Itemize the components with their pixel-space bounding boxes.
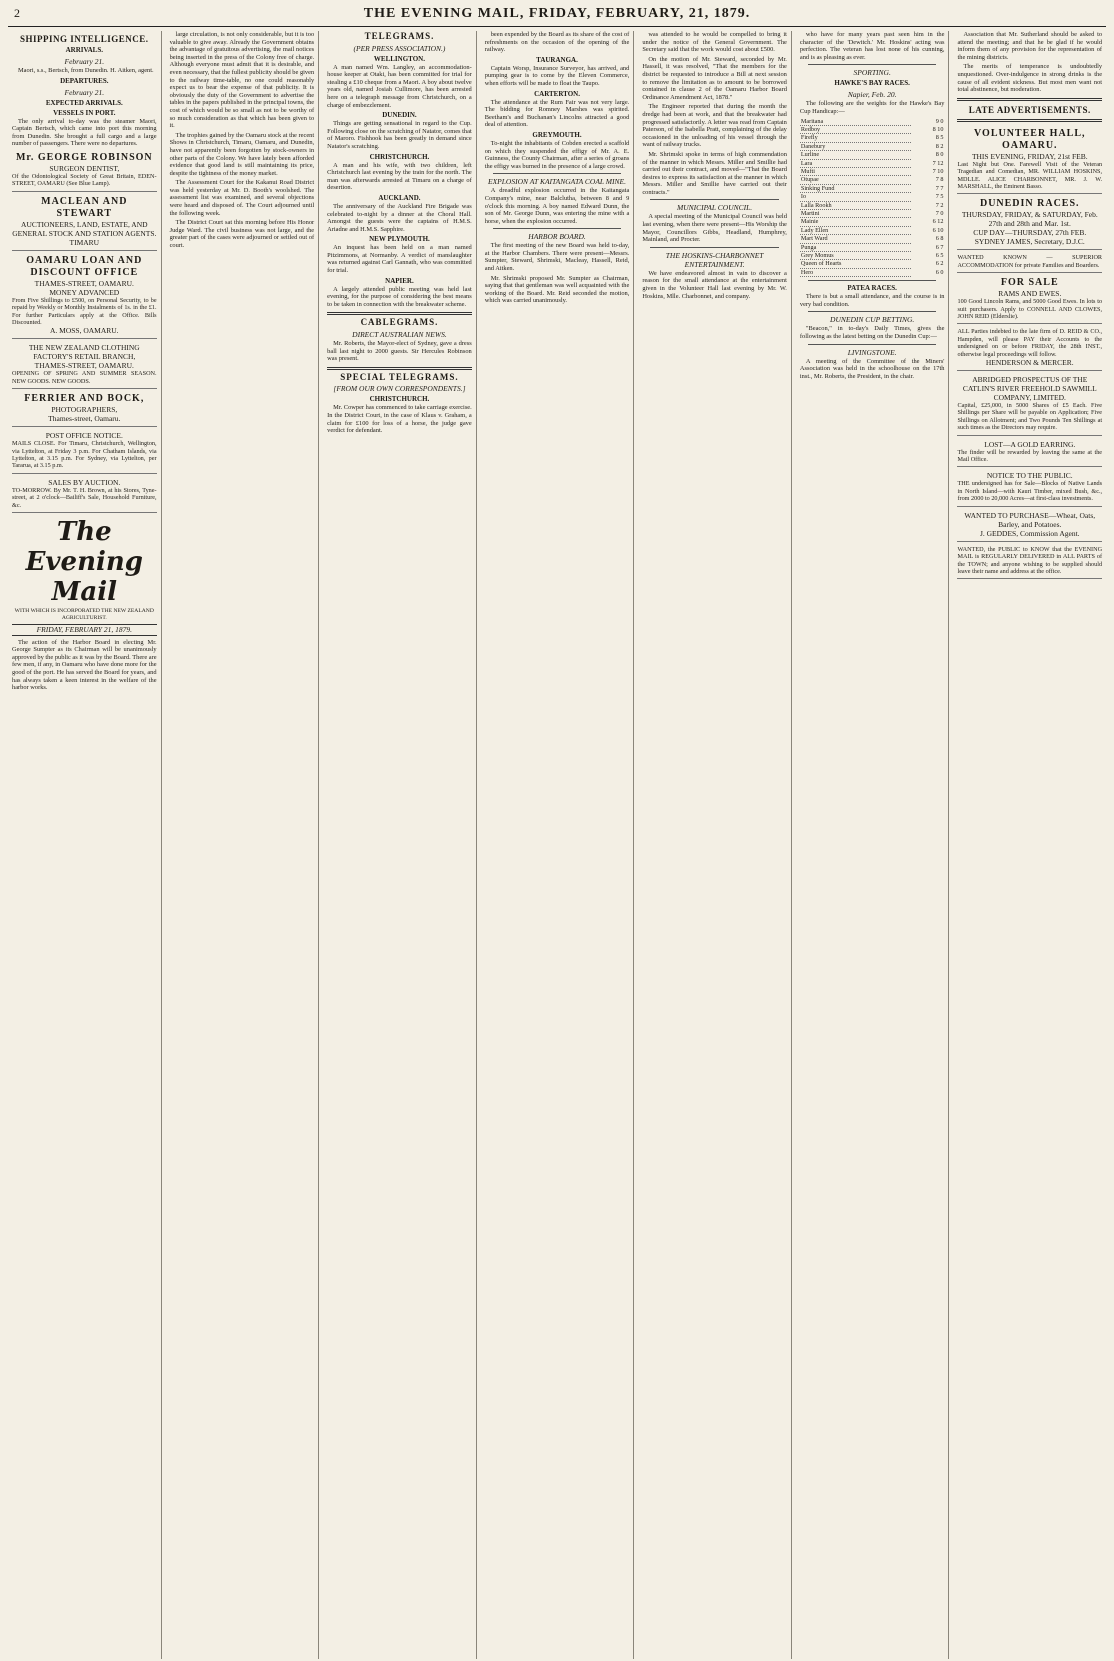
hawkes-bay-place: Napier, Feb. 20.	[847, 90, 897, 100]
harbor-board-text-2: Mr. Shrimski proposed Mr. Sumpter as Chairman, saying that that gentleman was well acquainted with the working of the Board. Mr. Reid seconded the motion, which was carried unanimously.	[484, 274, 630, 305]
dunedin-races-sign: SYDNEY JAMES, Secretary, D.J.C.	[974, 237, 1085, 247]
explosion-heading: EXPLOSION AT KAITANGATA COAL MINE.	[488, 177, 627, 187]
post-office-text: MAILS CLOSE. For Timaru, Christchurch, Wellington, via Lyttelton, at Friday 3 p.m. For Chatham Islands, via Lyttelton, at 3.15 p.m. For Sydney, via Lyttelton, per Tararua, at 3.15 p.m.	[12, 440, 157, 470]
horse-weight: 7 8	[935, 176, 944, 184]
horse-weight: 7 7	[935, 184, 944, 192]
volunteer-hall-ad	[957, 126, 1102, 195]
harbor-board-heading: HARBOR BOARD.	[528, 232, 586, 242]
horse-name: Mainie	[800, 218, 911, 226]
auction-text: TO-MORROW. By Mr. T. H. Brown, at his Stores, Tyne-street, at 2 o'clock—Bailiff's Sale, Household Furniture, &c.	[12, 486, 157, 509]
auctioneer-name: MACLEAN AND STEWART	[41, 195, 128, 219]
cablegrams-subheading: DIRECT AUSTRALIAN NEWS.	[352, 330, 447, 340]
vessels-heading: VESSELS IN PORT.	[53, 108, 116, 117]
horse-name: Lurline	[800, 151, 911, 159]
col2-paragraph-4: The District Court sat this morning before His Honor Judge Ward. The civil business was not large, and the greater part of the cases were adjourned or settled out of court.	[169, 219, 315, 250]
weights-row	[800, 159, 945, 167]
patea-heading: PATEA RACES.	[847, 284, 897, 293]
auction-name: SALES BY AUCTION.	[48, 477, 121, 487]
delivery-text: WANTED, the PUBLIC to KNOW that the EVENING MAIL is REGULARLY DELIVERED in ALL PARTS of the TOWN; and anyone wishing to be supplied should leave their name and address at the office.	[957, 545, 1103, 575]
running-head	[8, 6, 1106, 27]
christchurch-heading: CHRISTCHURCH.	[369, 152, 430, 161]
weights-row	[800, 201, 945, 209]
weights-row	[800, 134, 945, 142]
post-office-ad	[12, 429, 157, 474]
loan-office-text: From Five Shillings to £500, on Personal Security, to be repaid by Weekly or Monthly Instalments of 1s. in the £1. For further Particulars apply at the Office. Bills Discounted.	[12, 296, 157, 326]
tauranga-heading: TAURANGA.	[536, 55, 578, 64]
clothing-name: THE NEW ZEALAND CLOTHING FACTORY'S RETAIL BRANCH,	[28, 343, 140, 362]
livingstone-heading: LIVINGSTONE.	[847, 347, 897, 357]
departures-heading: DEPARTURES.	[60, 76, 109, 85]
entertainment-heading: THE HOSKINS-CHARBONNET ENTERTAINMENT.	[665, 250, 764, 269]
auctioneer-place: TIMARU	[69, 237, 100, 247]
volunteer-hall-text: Last Night but One. Farewell Visit of the Veteran Tragedian and Comedian, MR. WILLIAM HOSKINS, MDLLE. ALICE CHARBONNET, MR. J. W. MARSHALL, the Eminent Basso.	[957, 160, 1103, 190]
dunedin-heading: DUNEDIN.	[382, 111, 417, 120]
lost-earring-text: The finder will be rewarded by leaving the same at the Mail Office.	[957, 448, 1103, 464]
auctioneer-ad	[12, 194, 157, 251]
divider	[808, 344, 937, 345]
greymouth-text: To-night the inhabitants of Cobden erected a scaffold on which they suspended the effigy of Mr. A. E. Guinness, the County Chairman, after a series of groans the effigy was burned in the presence of a large crowd.	[484, 139, 630, 170]
column-2	[166, 31, 320, 1659]
dunedin-text: Things are getting sensational in regard to the Cup. Following close on the scratching of Natator, comes that of Maroro. Fishhook has been greatly in demand since Natator's scratching.	[327, 120, 472, 150]
running-title: THE EVENING MAIL, FRIDAY, FEBRUARY, 21, 1879.	[363, 6, 751, 21]
explosion-text: A dreadful explosion occurred in the Kaitangata Company's mine, near Balclutha, between 8 and 9 o'clock this morning. A boy named Edward Dunn, the son of Mr. George Dunn, was entering the mine with a horse, when the explosion occurred.	[484, 187, 630, 225]
horse-name: Lara	[800, 159, 911, 167]
volunteer-hall-line: THIS EVENING, FRIDAY, 21st FEB.	[971, 151, 1088, 161]
col7-paragraph-2: The merits of temperance is undoubtedly unquestioned. Over-indulgence in strong drinks is the cause of all evident sickness. But most men want not total abstinence, but moderation.	[957, 63, 1103, 94]
wanted-purchase-sign: J. GEDDES, Commission Agent.	[979, 528, 1080, 538]
horse-weight: 6 0	[935, 268, 944, 276]
departures-date: February 21.	[64, 87, 105, 97]
column-3	[323, 31, 477, 1659]
volunteer-hall-name: VOLUNTEER HALL, OAMARU.	[974, 127, 1086, 151]
carterton-heading: CARTERTON.	[534, 89, 580, 98]
weights-row	[800, 268, 945, 276]
special-place-heading: CHRISTCHURCH.	[369, 395, 430, 404]
horse-name: Maritana	[800, 118, 911, 126]
photographer-ad	[12, 391, 157, 427]
horse-name: Redboy	[800, 125, 911, 133]
photographer-line: PHOTOGRAPHERS,	[51, 405, 118, 415]
cablegrams-text: Mr. Roberts, the Mayor-elect of Sydney, gave a dress ball last night to 2000 guests. Sir Hercules Robinson was present.	[327, 340, 472, 363]
accommodation-ad	[957, 252, 1102, 273]
auctioneer-line: AUCTIONEERS, LAND, ESTATE, AND GENERAL STOCK AND STATION AGENTS.	[12, 219, 157, 238]
horse-weight: 6 2	[935, 260, 944, 268]
col5-paragraph-2: On the motion of Mr. Steward, seconded by Mr. Hassell, it was resolved, "That the members for the district be requested to introduce a Bill at next session to remove the limitation as to amount to be borrowed contained in clause 2 of the Oamaru Harbor Board Ordinance Amendment Act, 1878."	[642, 55, 787, 101]
horse-weight: 9 0	[935, 117, 944, 125]
shipping-heading: SHIPPING INTELLIGENCE.	[20, 34, 149, 44]
harbor-board-text: The first meeting of the new Board was held to-day, at the Harbor Chambers. There were present—Messrs. Sumpter, Steward, Shrimski, Macleay, Hassell, Reid, and Aitken.	[484, 242, 630, 273]
col5-paragraph-1: was attended to he would be compelled to bring it under the notice of the General Government. The Secretary said that the work would cost about £500.	[642, 31, 787, 54]
dunedin-races-ad	[957, 196, 1102, 250]
dentist-text: Of the Odontological Society of Great Britain, EDEN-STREET, OAMARU (See Blue Lamp).	[12, 172, 157, 188]
special-telegrams-text: Mr. Cowper has commenced to take carriage exercise. In the District Court, in the case of Klaus v. Graham, a claim for £100 for loss of a horse, the judge gave verdict for defendant.	[327, 404, 472, 435]
horse-name: Danebury	[800, 142, 911, 150]
lost-earring-ad	[957, 438, 1102, 468]
horse-name: Io	[800, 193, 911, 201]
expected-heading: EXPECTED ARRIVALS.	[45, 98, 123, 107]
horse-name: Punga	[800, 243, 911, 251]
livingstone-text: A meeting of the Committee of the Miners' Association was held in the schoolhouse on the 17th inst., Mr. Roberts, the President, in the chair.	[799, 357, 945, 380]
columns	[8, 31, 1106, 1659]
col2-paragraph-3: The Assessment Court for the Kakanui Road District was held yesterday at Mr. D. Booth's woolshed. The assessment list was examined, and several objections were heard and disposed of. The Court adjourned until the following week.	[169, 179, 315, 217]
horse-weight: 7 0	[935, 210, 944, 218]
dunedin-races-sub: CUP DAY—THURSDAY, 27th FEB.	[973, 228, 1087, 238]
divider	[493, 228, 622, 229]
horse-weight: 6 10	[932, 226, 944, 234]
christchurch-text: A man and his wife, with two children, left Christchurch last evening by the train for the north. The man was afterwards arrested at Timaru on a charge of desertion.	[327, 161, 472, 192]
notice-ad	[957, 469, 1102, 506]
press-association-note: (PER PRESS ASSOCIATION.)	[353, 43, 446, 53]
accounts-sign: HENDERSON & MERCER.	[985, 358, 1074, 368]
post-office-name: POST OFFICE NOTICE.	[45, 431, 123, 441]
weights-row	[800, 151, 945, 159]
arrivals-text: Maori, s.s., Bertsch, from Dunedin. H. Aitken, agent.	[18, 67, 154, 74]
weights-row	[800, 193, 945, 201]
delivery-ad	[957, 544, 1102, 580]
arrivals-heading: ARRIVALS.	[65, 46, 103, 54]
weights-row	[800, 226, 945, 234]
hawkes-bay-text: The following are the weights for the Hawke's Bay Cup Handicap:—	[799, 100, 945, 115]
tauranga-text: Captain Worsp, Insurance Surveyor, has arrived, and pumping gear is to come by the Eleven Commerce, when efforts will be made to float the Taupo.	[484, 64, 630, 87]
dentist-name: Mr. GEORGE ROBINSON	[15, 151, 153, 163]
clothing-line: THAMES-STREET, OAMARU.	[34, 361, 134, 371]
weights-row	[800, 184, 945, 192]
col6-paragraph-1: who have for many years past seen him in the character of the 'Dewitch.' Mr. Hoskins' acting was perfection. The veteran has lost none of his cunning, and is as pleasing as ever.	[799, 31, 945, 61]
horse-name: Lalla Rookh	[800, 201, 911, 209]
col4-paragraph-1: been expended by the Board as its share of the cost of refreshments on the occasion of the opening of the railway.	[484, 31, 630, 54]
dentist-ad	[12, 150, 157, 192]
loan-office-ad	[12, 253, 157, 340]
horse-name: Hero	[800, 268, 911, 276]
dunedin-races-name: DUNEDIN RACES.	[979, 198, 1080, 210]
municipal-council-heading: MUNICIPAL COUNCIL.	[677, 203, 753, 213]
cablegrams-heading: CABLEGRAMS.	[360, 317, 439, 328]
napier-text: A largely attended public meeting was held last evening, for the purpose of considering the best means to be taken in connection with the breakwater scheme.	[327, 285, 472, 308]
horse-weight: 8 10	[932, 125, 944, 133]
horse-weight: 7 2	[935, 201, 944, 209]
column-5	[638, 31, 792, 1659]
auction-ad	[12, 476, 157, 513]
column-6	[796, 31, 950, 1659]
clothing-ad	[12, 341, 157, 389]
weights-row	[800, 243, 945, 251]
horse-name: Firefly	[800, 134, 911, 142]
wellington-heading: WELLINGTON.	[373, 54, 425, 63]
wellington-text: A man named Wm. Langley, an accommodation-house keeper at Otaki, has been committed for trial for stealing a £10 cheque from a Maori. A boy about twelve years old, named Josiah Cullimore, has been arrested here on a telegraph message from Christchurch, on a charge of embezzlement.	[327, 63, 472, 109]
loan-office-name: OAMARU LOAN AND DISCOUNT OFFICE	[26, 254, 143, 278]
sporting-heading: SPORTING.	[853, 68, 891, 78]
auckland-text: The anniversary of the Auckland Fire Brigade was celebrated to-night by a dinner at the Choral Hall. Amongst the guests were the captains of H.M.S. Ariadne and H.M.S. Sapphire.	[327, 202, 472, 233]
horse-weight: 6 12	[932, 218, 944, 226]
weights-row	[800, 125, 945, 133]
section-divider	[957, 98, 1102, 101]
telegrams-heading: TELEGRAMS.	[364, 31, 435, 41]
special-telegrams-subheading: [FROM OUR OWN CORRESPONDENTS.]	[333, 384, 466, 394]
horse-weight: 7 10	[932, 168, 944, 175]
patea-text: There is but a small attendance, and the course is in very bad condition.	[799, 293, 945, 308]
clothing-sub: OPENING OF SPRING AND SUMMER SEASON. NEW GOODS. NEW GOODS.	[12, 370, 157, 385]
newspaper-flag: The Evening Mail	[25, 517, 143, 608]
for-sale-line: RAMS AND EWES.	[998, 289, 1062, 299]
entertainment-text: We have endeavored almost in vain to discover a reason for the small attendance at the entertainment given in the Volunteer Hall last evening by Mr. W. Hoskins, Mlle. Charbonnet, and company.	[642, 269, 787, 300]
weights-row	[800, 176, 945, 184]
loan-office-sub: MONEY ADVANCED	[49, 287, 120, 297]
column-7	[953, 31, 1106, 1659]
dentist-title: SURGEON DENTIST,	[49, 163, 120, 173]
horse-weight: 8 5	[935, 134, 944, 142]
shipping-note: The only arrival to-day was the steamer Maori, Captain Bertsch, which came into port this morning from Dunedin. She brought a full cargo and a large number of passengers. There were no departures.	[12, 117, 157, 148]
col2-paragraph-2: The trophies gained by the Oamaru stock at the recent Shows in Christchurch, Timaru, Oamaru, and Dunedin, have not apparently been forgotten by stock-owners in other parts of the Colony. We have lately been afforded evidence that good land is still maintaining its price, despite the tightness of the money market.	[169, 131, 315, 177]
horse-weight: 8 0	[935, 151, 944, 159]
divider	[808, 64, 937, 65]
issue-dateline: FRIDAY, FEBRUARY 21, 1879.	[12, 624, 157, 636]
weights-row	[800, 118, 945, 126]
dunedin-races-line: THURSDAY, FRIDAY, & SATURDAY, Feb. 27th and 28th and Mar. 1st.	[961, 210, 1098, 229]
greymouth-heading: GREYMOUTH.	[532, 130, 582, 139]
divider	[650, 199, 779, 200]
notice-text: THE undersigned has for Sale—Blocks of Native Lands in North Island—with Kauri Timber, mixed Bush, &c., from 2000 to 20,000 Acres—at first-class investments.	[957, 480, 1103, 503]
accommodation-text: WANTED KNOWN — SUPERIOR ACCOMMODATION for private Families and Boarders.	[957, 254, 1103, 269]
flag-subtitle: WITH WHICH IS INCORPORATED THE NEW ZEALAND AGRICULTURIST.	[14, 608, 154, 622]
photographer-name: FERRIER AND BOCK,	[24, 393, 145, 405]
accounts-text: ALL Parties indebted to the late firm of D. REID & CO., Hampden, will please PAY their Accounts to the undersigned on or before FRIDAY, the 28th INST., otherwise legal proceedings will follow.	[957, 328, 1103, 358]
arrivals-date: February 21.	[64, 57, 105, 66]
auckland-heading: AUCKLAND.	[378, 193, 421, 202]
horse-weight: 8 2	[935, 142, 944, 150]
horse-name: Grey Momus	[800, 252, 911, 260]
horse-weight: 6 7	[935, 243, 944, 251]
for-sale-name: FOR SALE	[1000, 277, 1059, 289]
weights-table	[800, 118, 945, 278]
lost-earring-name: LOST—A GOLD EARRING.	[984, 439, 1076, 449]
section-divider	[957, 119, 1102, 122]
divider	[493, 173, 622, 174]
horse-name: Sinking Fund	[800, 184, 911, 192]
leader-article: The action of the Harbor Board in electing Mr. George Sumpter as its Chairman will be unanimously approved by the public as it was by the Board. There are few men, if any, in Oamaru who have done more for the good of the port. He has served the Board for years, and has always taken a keen interest in the welfare of the harbor works.	[12, 638, 157, 692]
weights-row	[800, 235, 945, 243]
late-ads-heading: LATE ADVERTISEMENTS.	[968, 104, 1091, 115]
for-sale-ad	[957, 275, 1102, 324]
for-sale-text: 100 Good Lincoln Rams, and 5000 Good Ewes. In lots to suit purchasers. Apply to CONNELL AND CLOWES, JOHN REID (Elderslie).	[957, 298, 1103, 320]
horse-name: Mart Ward	[800, 235, 911, 243]
loan-office-sign: A. MOSS, OAMARU.	[50, 326, 119, 336]
section-divider	[327, 312, 472, 315]
prospectus-text: Capital, £25,000, in 5000 Shares of £5 Each. Five Shillings per Share will be payable on Application; Five Shillings on Allotment; and Two Pounds Ten Shillings at such times as the Directors may require.	[957, 402, 1103, 432]
weights-row	[800, 252, 945, 260]
horse-weight: 6 8	[935, 235, 944, 243]
carterton-text: The attendance at the Rum Fair was not very large. The bidding for Romney Marshes was spirited. Beetham's and Buchanan's Lincolns attracted a good deal of attention.	[484, 98, 630, 129]
special-telegrams-heading: SPECIAL TELEGRAMS.	[340, 371, 459, 382]
horse-name: Martini	[800, 210, 911, 218]
divider	[808, 311, 937, 312]
col5-paragraph-4: Mr. Shrimski spoke in terms of high commendation of the manner in which Messrs. Miller and Smillie had carried out their contract, and moved—"That the Board desires to express its satisfaction at the manner in which Messrs. Miller and Smillie have carried out their contracts."	[642, 150, 787, 196]
municipal-council-text: A special meeting of the Municipal Council was held last evening, when there were present—His Worship the Mayor, Councillors Gibbs, Headland, Humphrey, Mainland, and Procter.	[642, 213, 787, 244]
notice-name: NOTICE TO THE PUBLIC.	[986, 471, 1073, 481]
weights-row	[800, 210, 945, 218]
divider	[650, 247, 779, 248]
section-divider	[327, 367, 472, 370]
dunedin-cup-text: "Beacon," in to-day's Daily Times, gives the following as the latest betting on the Dunedin Cup:—	[799, 325, 945, 341]
loan-office-line: THAMES-STREET, OAMARU.	[34, 278, 134, 288]
horse-weight: 6 5	[935, 252, 944, 260]
prospectus-name: ABRIDGED PROSPECTUS OF THE CATLIN'S RIVER FREEHOLD SAWMILL COMPANY, LIMITED.	[962, 375, 1097, 403]
hawkes-bay-heading: HAWKE'S BAY RACES.	[834, 79, 910, 88]
weights-row	[800, 142, 945, 150]
photographer-place: Thames-street, Oamaru.	[48, 414, 121, 424]
divider	[808, 280, 937, 281]
col5-paragraph-3: The Engineer reported that during the month the dredge had been at work, and that the breakwater had progressed satisfactorily. A letter was read from Captain Paterson, of the Isabella Pratt, complaining of the delay occasioned in the unloading of his vessel through the want of railway trucks.	[642, 103, 787, 149]
horse-name: Lady Ellen	[800, 226, 911, 234]
col7-paragraph-1: Association that Mr. Sutherland should be asked to attend the meeting; and that he be glad if he would inform them of any provision for the representation of the mining districts.	[957, 31, 1103, 61]
wanted-purchase-ad	[957, 509, 1102, 542]
weights-row	[800, 168, 945, 176]
horse-name: Otupae	[800, 176, 911, 184]
accounts-ad	[957, 326, 1102, 371]
col2-paragraph-1: large circulation, is not only considerable, but it is too valuable to give away. Already the Government obtains the advantage of gratuitous advertising, the mail notices being inserted in the press of the Colony free of charge. Although everyone must admit that it is desirable, and even necessary, that the fullest publicity should be given to the railway time-table, no one could reasonably expect us to bear the expense of that publicity. It is obviously the duty of the Government to advertise the tables in the papers published in the principal towns, the cost of which would be so small as not to be worthy of so much consideration as that which has been given to it.	[169, 31, 315, 130]
weights-row	[800, 218, 945, 226]
new-plymouth-text: An inquest has been held on a man named Pitzimmons, at Normanby. A verdict of manslaughter was returned against Carl Gannath, who was committed for trial.	[327, 244, 472, 275]
napier-heading: NAPIER.	[385, 276, 414, 285]
weights-row	[800, 260, 945, 268]
new-plymouth-heading: NEW PLYMOUTH.	[369, 235, 430, 244]
wanted-purchase-name: WANTED TO PURCHASE—Wheat, Oats, Barley, and Potatoes.	[964, 510, 1096, 529]
column-4	[481, 31, 635, 1659]
dunedin-cup-heading: DUNEDIN CUP BETTING.	[830, 315, 915, 325]
prospectus-ad	[957, 373, 1102, 436]
horse-weight: 7 5	[935, 193, 944, 201]
horse-name: Queen of Hearts	[800, 260, 911, 268]
page-number: 2	[14, 6, 21, 20]
column-1	[8, 31, 162, 1659]
horse-weight: 7 12	[932, 159, 944, 167]
horse-name: Mufti	[800, 168, 911, 176]
